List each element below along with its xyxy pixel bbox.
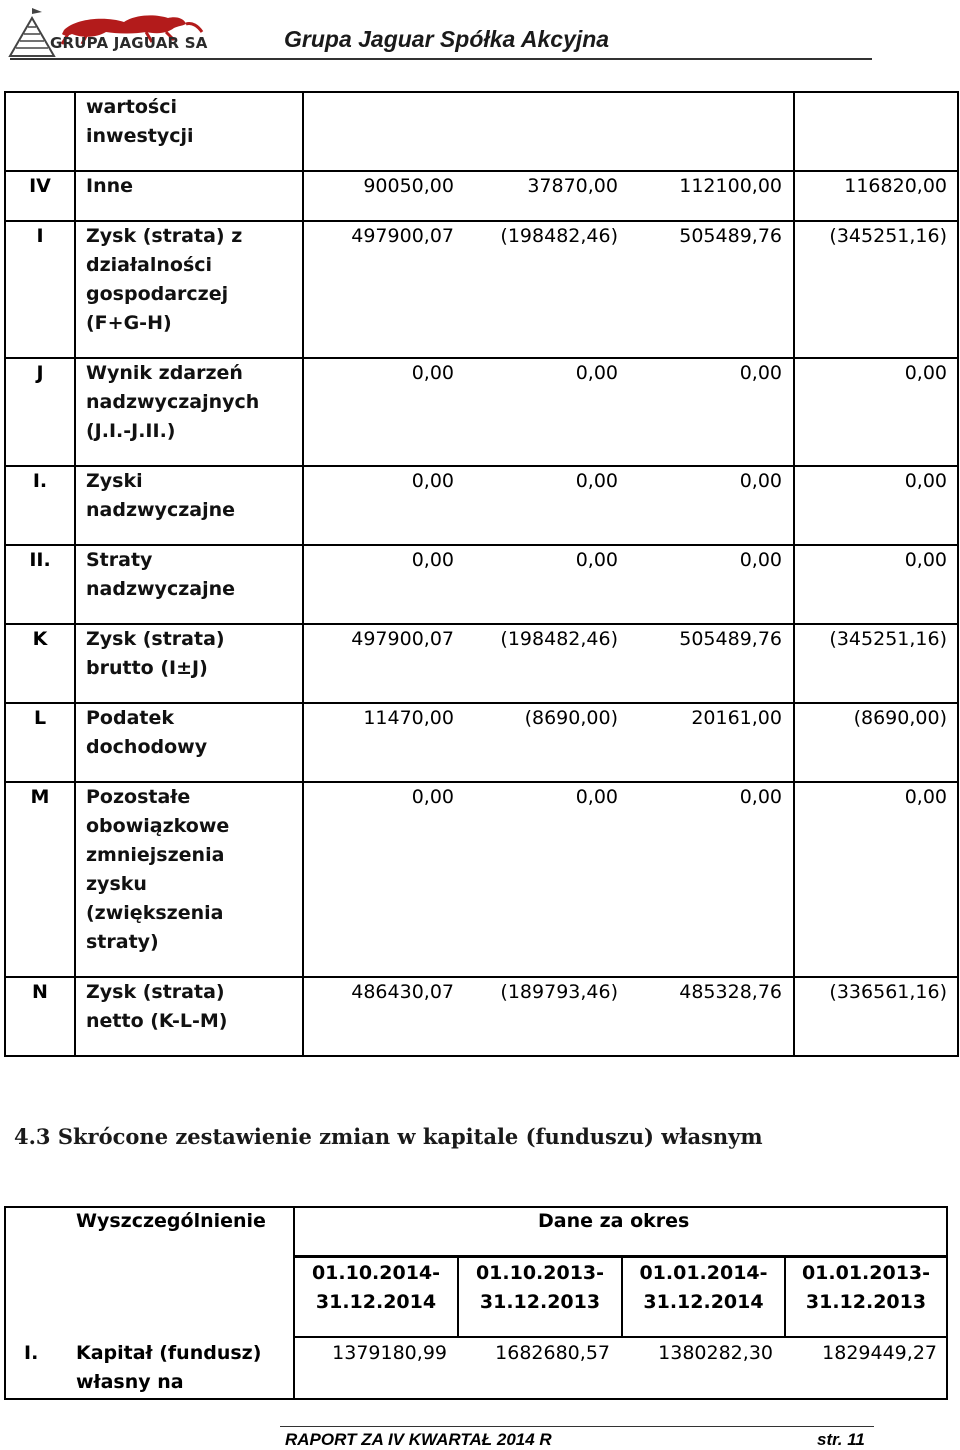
row-label-line: inwestycji [86,125,194,147]
table-row [5,221,958,358]
row-values [303,782,794,977]
page-header [0,0,960,62]
row-label-line: Zysk (strata) [86,981,225,1003]
row-label-line: dochodowy [86,736,208,758]
cell-value: 0,00 [411,470,454,492]
cell-value: 112100,00 [679,175,782,197]
row-value: 1379180,99 [332,1342,447,1364]
row-value: 1380282,30 [658,1342,773,1364]
row-label [75,977,303,1056]
cell-value: 0,00 [739,470,782,492]
cell-value: 0,00 [575,786,618,808]
row-code: L [5,703,75,782]
row-value: 1682680,57 [495,1342,610,1364]
cell-value: 0,00 [739,362,782,384]
row-values [303,466,794,545]
cell-value: 0,00 [739,549,782,571]
row-values [303,545,794,624]
cell-value: 485328,76 [679,981,782,1003]
table-row [5,545,958,624]
row-label-line: Zyski [86,470,143,492]
cell-value: 0,00 [794,466,958,545]
row-label [75,782,303,977]
row-label [75,358,303,466]
row-code: IV [5,171,75,221]
row-code: M [5,782,75,977]
cell-value: 0,00 [411,549,454,571]
cell-value: 37870,00 [527,175,618,197]
cell-value: 0,00 [411,362,454,384]
column-header-label: Wyszczególnienie [76,1210,266,1232]
cell-value: 486430,07 [351,981,454,1003]
row-code: II. [5,545,75,624]
row-code [5,92,75,171]
cell-value: 497900,07 [351,225,454,247]
row-name: Kapitał (fundusz) własny na [76,1342,262,1393]
row-label-line: netto (K-L-M) [86,1010,228,1032]
table-row [5,624,958,703]
row-label-line: Inne [86,175,134,197]
row-label-line: Zysk (strata) [86,628,225,650]
row-label-line: nadzwyczajnych [86,391,260,413]
row-label-line: Podatek [86,707,175,729]
period-header: 01.01.2013- 31.12.2013 [801,1262,931,1313]
period-group-label: Dane za okres [538,1210,690,1232]
row-code: N [5,977,75,1056]
company-name: Grupa Jaguar Spółka Akcyjna [284,26,610,52]
logo-text: GRUPA JAGUAR SA [50,34,208,52]
table-row [5,782,958,977]
footer-page-number: str. 11 [817,1430,865,1449]
row-label [75,171,303,221]
cell-value: (345251,16) [794,221,958,358]
row-code: I. [24,1342,39,1364]
cell-value: (198482,46) [500,628,618,650]
cell-value: (8690,00) [524,707,618,729]
row-code: I [5,221,75,358]
row-label [75,221,303,358]
row-values [303,171,794,221]
cell-value: 0,00 [575,470,618,492]
footer-report-title: RAPORT ZA IV KWARTAŁ 2014 R [285,1430,552,1449]
cell-value: 0,00 [739,786,782,808]
row-label-line: wartości [86,96,177,118]
row-label-line: Zysk (strata) z [86,225,243,247]
row-label-line: gospodarczej [86,283,229,305]
cell-value: (189793,46) [500,981,618,1003]
period-header: 01.10.2014- 31.12.2014 [311,1262,441,1313]
row-label-line: nadzwyczajne [86,499,236,521]
row-label-line: (zwiększenia [86,902,224,924]
row-values [303,703,794,782]
row-label-line: działalności [86,254,213,276]
row-label-line: Straty [86,549,153,571]
table-row [5,171,958,221]
period-header: 01.01.2014- 31.12.2014 [639,1262,768,1313]
cell-value: 0,00 [575,362,618,384]
cell-value: 0,00 [794,358,958,466]
cell-value: 90050,00 [363,175,454,197]
equity-changes-table [4,1206,948,1400]
cell-value: 0,00 [794,782,958,977]
cell-value: 0,00 [411,786,454,808]
cell-value: 0,00 [575,549,618,571]
row-label-line: nadzwyczajne [86,578,236,600]
row-code: K [5,624,75,703]
row-value: 1829449,27 [822,1342,937,1364]
row-code: I. [5,466,75,545]
table-row [5,466,958,545]
row-values [303,977,794,1056]
table-row [5,703,958,782]
cell-value: (336561,16) [794,977,958,1056]
row-values [303,221,794,358]
row-label-line: brutto (I±J) [86,657,208,679]
row-label-line: zmniejszenia [86,844,225,866]
table-row [5,92,958,171]
row-label [75,703,303,782]
cell-value: 505489,76 [679,225,782,247]
row-label-line: Wynik zdarzeń [86,362,243,384]
cell-value [794,92,958,171]
table-row [5,358,958,466]
row-label [75,466,303,545]
row-values [303,92,794,171]
cell-value: 505489,76 [679,628,782,650]
cell-value: 0,00 [794,545,958,624]
cell-value: (8690,00) [794,703,958,782]
cell-value: 116820,00 [794,171,958,221]
row-label-line: (J.I.-J.II.) [86,420,176,442]
row-values [303,624,794,703]
row-label-line: Pozostałe [86,786,191,808]
financial-results-table [4,91,959,1057]
cell-value: 497900,07 [351,628,454,650]
header-divider [10,58,872,60]
cell-value: (345251,16) [794,624,958,703]
table-row [5,977,958,1056]
cell-value: 11470,00 [363,707,454,729]
row-label-line: straty) [86,931,159,953]
period-header: 01.10.2013- 31.12.2013 [475,1262,605,1313]
row-label-line: zysku [86,873,147,895]
row-values [303,358,794,466]
cell-value: 20161,00 [691,707,782,729]
row-label [75,545,303,624]
footer-divider [280,1426,874,1427]
row-label-line: (F+G-H) [86,312,172,334]
row-label [75,92,303,171]
row-code: J [5,358,75,466]
row-label-line: obowiązkowe [86,815,230,837]
section-title: 4.3 Skrócone zestawienie zmian w kapitale (funduszu) własnym [14,1124,763,1149]
cell-value: (198482,46) [500,225,618,247]
row-label [75,624,303,703]
